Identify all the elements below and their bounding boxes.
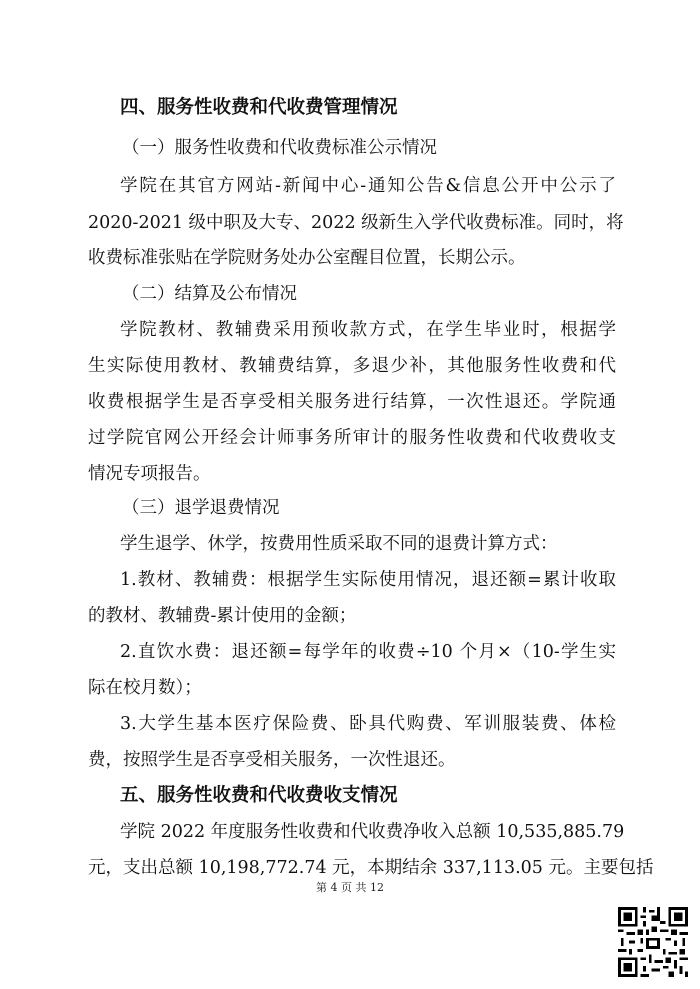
section-5-line: 学院 2022 年度服务性收费和代收费净收入总额 10,535,885.79: [120, 822, 625, 842]
section-4-2-heading: （二）结算及公布情况: [122, 284, 297, 304]
section-4-3-line: 的教材、教辅费-累计使用的金额；: [88, 606, 357, 626]
section-4-heading: 四、服务性收费和代收费管理情况: [120, 97, 398, 118]
page-footer: 第 4 页 共 12: [316, 881, 384, 894]
section-4-1-line: 收费标准张贴在学院财务处办公室醒目位置，长期公示。: [88, 248, 526, 268]
section-4-2-line: 学院教材、教辅费采用预收款方式，在学生毕业时，根据学: [120, 320, 616, 340]
section-4-3-line: 3.大学生基本医疗保险费、卧具代购费、军训服装费、体检: [120, 714, 616, 734]
qr-code-icon: [618, 907, 688, 977]
section-4-2-line: 收费根据学生是否享受相关服务进行结算，一次性退还。学院通: [88, 392, 616, 412]
section-4-3-line: 2.直饮水费：退还额=每学年的收费÷10 个月×（10-学生实: [120, 642, 616, 662]
section-4-3-line: 学生退学、休学，按费用性质采取不同的退费计算方式：: [120, 534, 558, 554]
section-5-line: 元，支出总额 10,198,772.74 元，本期结余 337,113.05 元。主要包括: [88, 858, 654, 878]
section-4-2-line: 情况专项报告。: [88, 464, 211, 484]
section-4-3-line: 1.教材、教辅费：根据学生实际使用情况，退还额=累计收取: [120, 570, 616, 590]
section-4-3-line: 费，按照学生是否享受相关服务，一次性退还。: [88, 750, 456, 770]
section-4-2-line: 生实际使用教材、教辅费结算，多退少补，其他服务性收费和代: [88, 356, 616, 376]
section-4-3-line: 际在校月数）；: [88, 678, 202, 698]
section-4-1-line: 学院在其官方网站-新闻中心-通知公告&信息公开中公示了: [120, 176, 616, 196]
section-5-heading: 五、服务性收费和代收费收支情况: [120, 785, 398, 806]
section-4-1-heading: （一）服务性收费和代收费标准公示情况: [122, 138, 437, 158]
section-4-3-heading: （三）退学退费情况: [122, 498, 280, 518]
section-4-2-line: 过学院官网公开经会计师事务所审计的服务性收费和代收费收支: [88, 428, 616, 448]
section-4-1-line: 2020-2021 级中职及大专、2022 级新生入学代收费标准。同时，将: [88, 213, 624, 233]
